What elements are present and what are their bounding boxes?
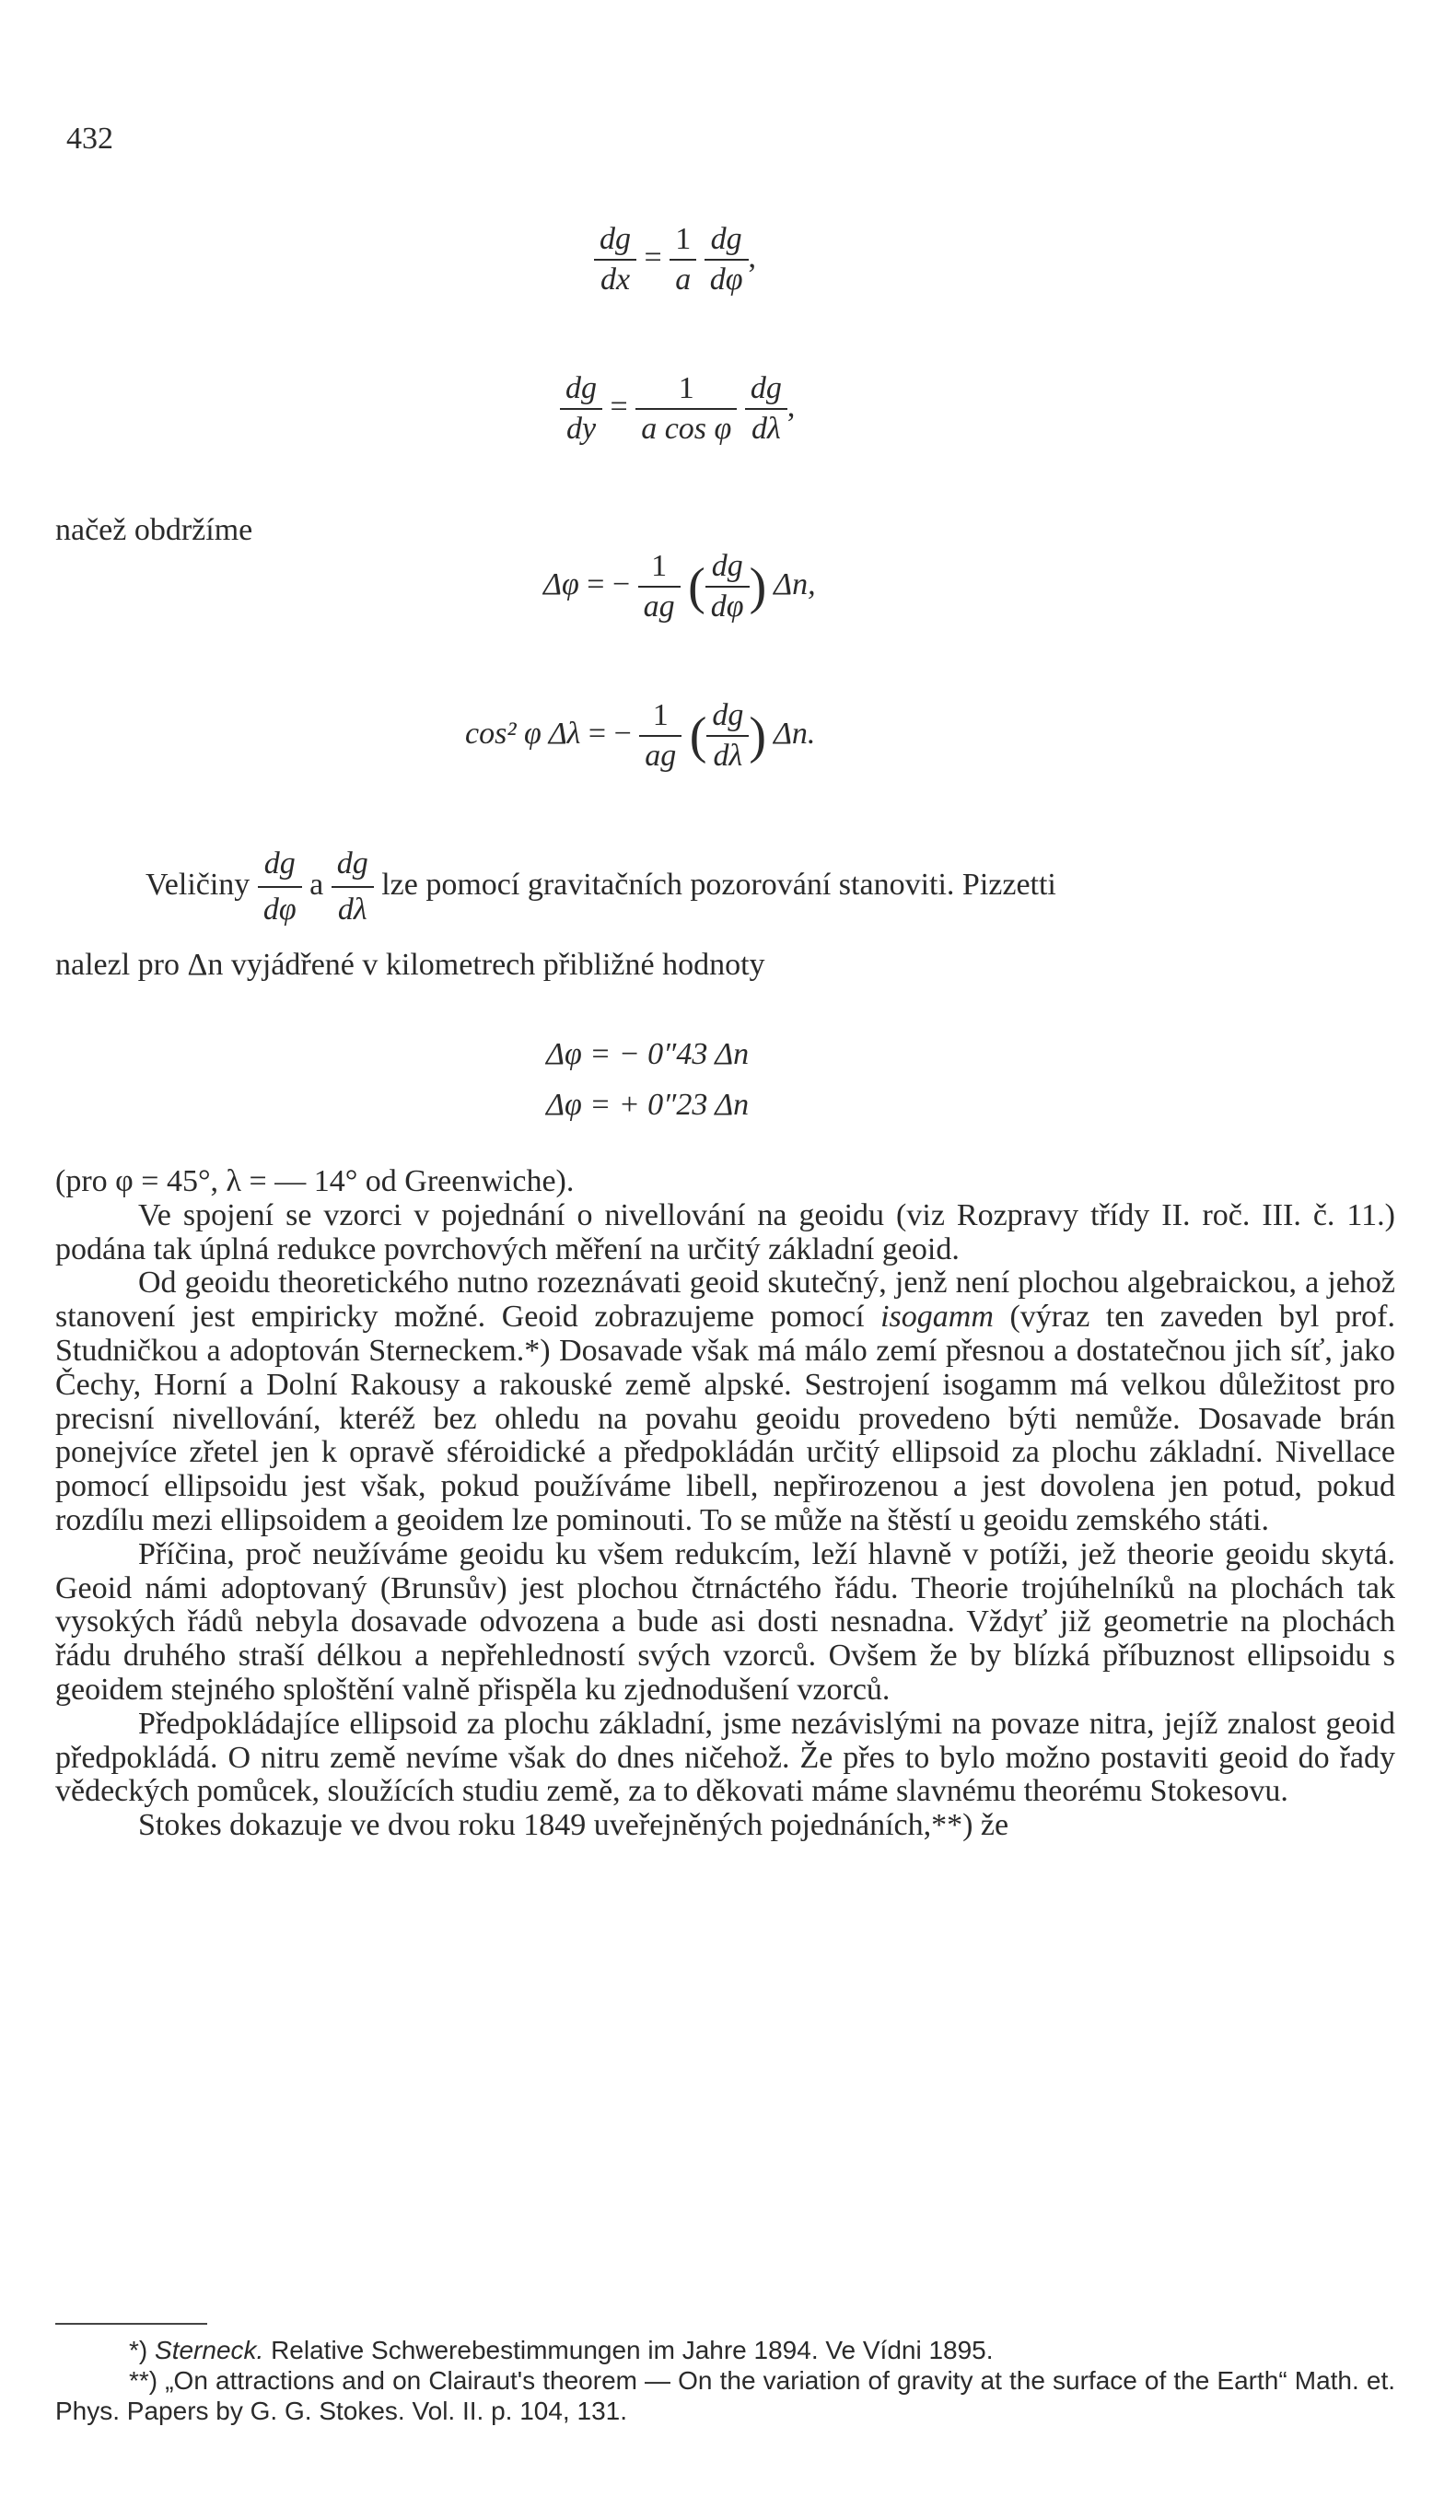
footnote-1	[55, 2335, 1395, 2365]
eq4-tail: Δn.	[773, 716, 816, 751]
footnote-rule	[55, 2323, 207, 2325]
footnote-1-text: Relative Schwerebestimmungen im Jahre 1894. Ve Vídni 1895.	[271, 2336, 994, 2364]
eq3-coef-num: 1	[638, 551, 681, 588]
eq2-tail: ,	[786, 389, 796, 424]
footnote-1-mark: *)	[129, 2336, 148, 2364]
v-f2-den: dλ	[337, 892, 367, 927]
eq3-paren-num: dg	[705, 551, 750, 588]
eq4-coef-num: 1	[639, 700, 681, 737]
eq1-coef-den: a	[675, 262, 692, 297]
veliciny-text: lze pomocí gravitačních pozorování stanoviti. Pizzetti	[381, 867, 1056, 902]
eq2-rhs-num: dg	[745, 373, 787, 410]
eq3-coef-den: ag	[643, 589, 675, 624]
eq4-lhs: cos² φ Δλ	[465, 716, 581, 751]
paragraph-2	[55, 1266, 1395, 1537]
footnote-2	[55, 2365, 1395, 2426]
veliciny-mid: a	[309, 867, 324, 902]
paragraph-2-part-b: (výraz ten zaveden byl prof. Studničkou a adoptován Sterneckem.*) Dosavade však má málo zemí přesnou a dostatečnou jich síť, jako Čechy, Horní a Dolní Rakousy a rakouské země alpské. Sestrojení isogamm má velkou důležitost pro precisní nivellování, kteréž bez ohledu na povahu geoidu provedeno býti nemůže. Dosavade brán ponejvíce zřetel jen k opravě sféroidické a předpokládán určitý ellipsoid za plochu základní. Nivellace pomocí ellipsoidu jest však, pokud používáme libell, nepřirozenou a jest dovolena jen potud, pokud rozdílu mezi ellipsoidem a geoidem lze pominouti. To se může na štěstí u geoidu zemského státi.	[55, 1300, 1395, 1537]
equation-6: Δφ = + 0″23 Δn	[546, 1088, 750, 1122]
paragraph-5: Stokes dokazuje ve dvou roku 1849 uveřejněných pojednáních,**) že	[138, 1808, 1009, 1843]
equation-5: Δφ = − 0″43 Δn	[546, 1037, 750, 1071]
eq1-lhs-den: dx	[600, 262, 631, 297]
v-f2-num: dg	[332, 846, 374, 888]
footnotes	[55, 2335, 1395, 2426]
paragraph-4: Předpokládajíce ellipsoid za plochu základní, jsme nezávislými na povaze nitra, jejíž znalost geoid předpokládá. O nitru země nevíme však do dnes ničehož. Že přes to bylo možno postaviti geoid do řady vědeckých pomůcek, sloužících studiu země, za to děkovati máme slavnému theorému Stokesovu.	[55, 1706, 1395, 1809]
eq1-tail: ,	[748, 239, 756, 274]
veliciny-line	[55, 846, 1395, 928]
body-text	[55, 1165, 1395, 1843]
eq2-coef-den: a cos φ	[641, 412, 732, 446]
footnote-1-name: Sterneck.	[155, 2336, 264, 2364]
footnote-2-mark: **)	[129, 2366, 158, 2395]
v-f1-den: dφ	[262, 892, 297, 927]
intro-line: načež obdržíme	[55, 513, 253, 547]
eq4-paren-den: dλ	[713, 739, 743, 773]
pizzetti-line: nalezl pro Δn vyjádřené v kilometrech přibližné hodnoty	[55, 948, 765, 982]
eq3-lhs: Δφ	[543, 566, 579, 601]
footnote-2-text: „On attractions and on Clairaut's theorem — On the variation of gravity at the surface of the Earth“ Math. et. Phys. Papers by G. G. Stokes. Vol. II. p. 104, 131.	[55, 2366, 1395, 2425]
eq4-sign: = −	[588, 716, 632, 751]
paragraph-2-part-a: Od geoidu theoretického nutno rozeznávati geoid skutečný, jenž není plochou algebraickou, a jehož stanovení jest empiricky možné. Geoid zobrazujeme pomocí	[55, 1266, 1395, 1335]
equation-3: Δφ = − $\frac{1}{ag}$ ( $\frac{dg}{d\varphi}$ ) Δn,	[543, 549, 816, 624]
eq1-coef-num: 1	[670, 224, 696, 261]
eq1-rhs-num: dg	[705, 224, 749, 261]
eq1-lhs-num: dg	[594, 224, 636, 261]
eq4-coef-den: ag	[645, 739, 677, 773]
paragraph-2-emphasis: isogamm	[880, 1300, 994, 1335]
paragraph-1: Ve spojení se vzorci v pojednání o nivellování na geoidu (viz Rozpravy třídy II. roč. III. č. 11.) podána tak úplná redukce povrchových měření na určitý základní geoid.	[55, 1197, 1395, 1266]
paragraph-condition: (pro φ = 45°, λ = — 14° od Greenwiche).	[55, 1164, 575, 1198]
eq3-tail: Δn,	[774, 566, 816, 601]
paragraph-3: Příčina, proč neužíváme geoidu ku všem redukcím, leží hlavně v potíži, jež theorie geoidu skytá. Geoid námi adoptovaný (Brunsův) jest plochou čtrnáctého řádu. Theorie trojúhelníků na plochách tak vysokých řádů nebyla dosavade odvozena a bude asi dosti nesnadna. Vždyť již geometrie na plochách řádu druhého straší délkou a nepřehledností svých vzorců. Ovšem že by blízká příbuznost ellipsoidu s geoidem stejného sploštění valně přispěla ku zjednodušení vzorců.	[55, 1536, 1395, 1707]
eq2-rhs-den: dλ	[751, 412, 781, 446]
equation-1: $\frac{dg}{dx}$ = $\frac{1}{a}$ $\frac{dg}{d\varphi}$ ,	[594, 224, 756, 296]
eq2-lhs-den: dy	[565, 412, 597, 446]
eq3-paren-den: dφ	[710, 589, 744, 624]
eq3-sign: = −	[587, 566, 631, 601]
page-number: 432	[66, 122, 113, 156]
equation-2: $\frac{dg}{dy}$ = $\frac{1}{\text{a cos φ}}$ $\frac{dg}{d\lambda}$ ,	[560, 373, 795, 445]
equation-4: cos² φ Δλ = − $\frac{1}{ag}$ ( $\frac{dg}{d\lambda}$ ) Δn.	[465, 698, 816, 773]
eq2-lhs-num: dg	[560, 373, 602, 410]
eq2-coef-num: 1	[635, 373, 737, 410]
eq1-rhs-den: dφ	[709, 262, 743, 297]
veliciny-prefix: Veličiny	[146, 867, 250, 902]
v-f1-num: dg	[258, 846, 302, 888]
eq4-paren-num: dg	[706, 700, 749, 737]
